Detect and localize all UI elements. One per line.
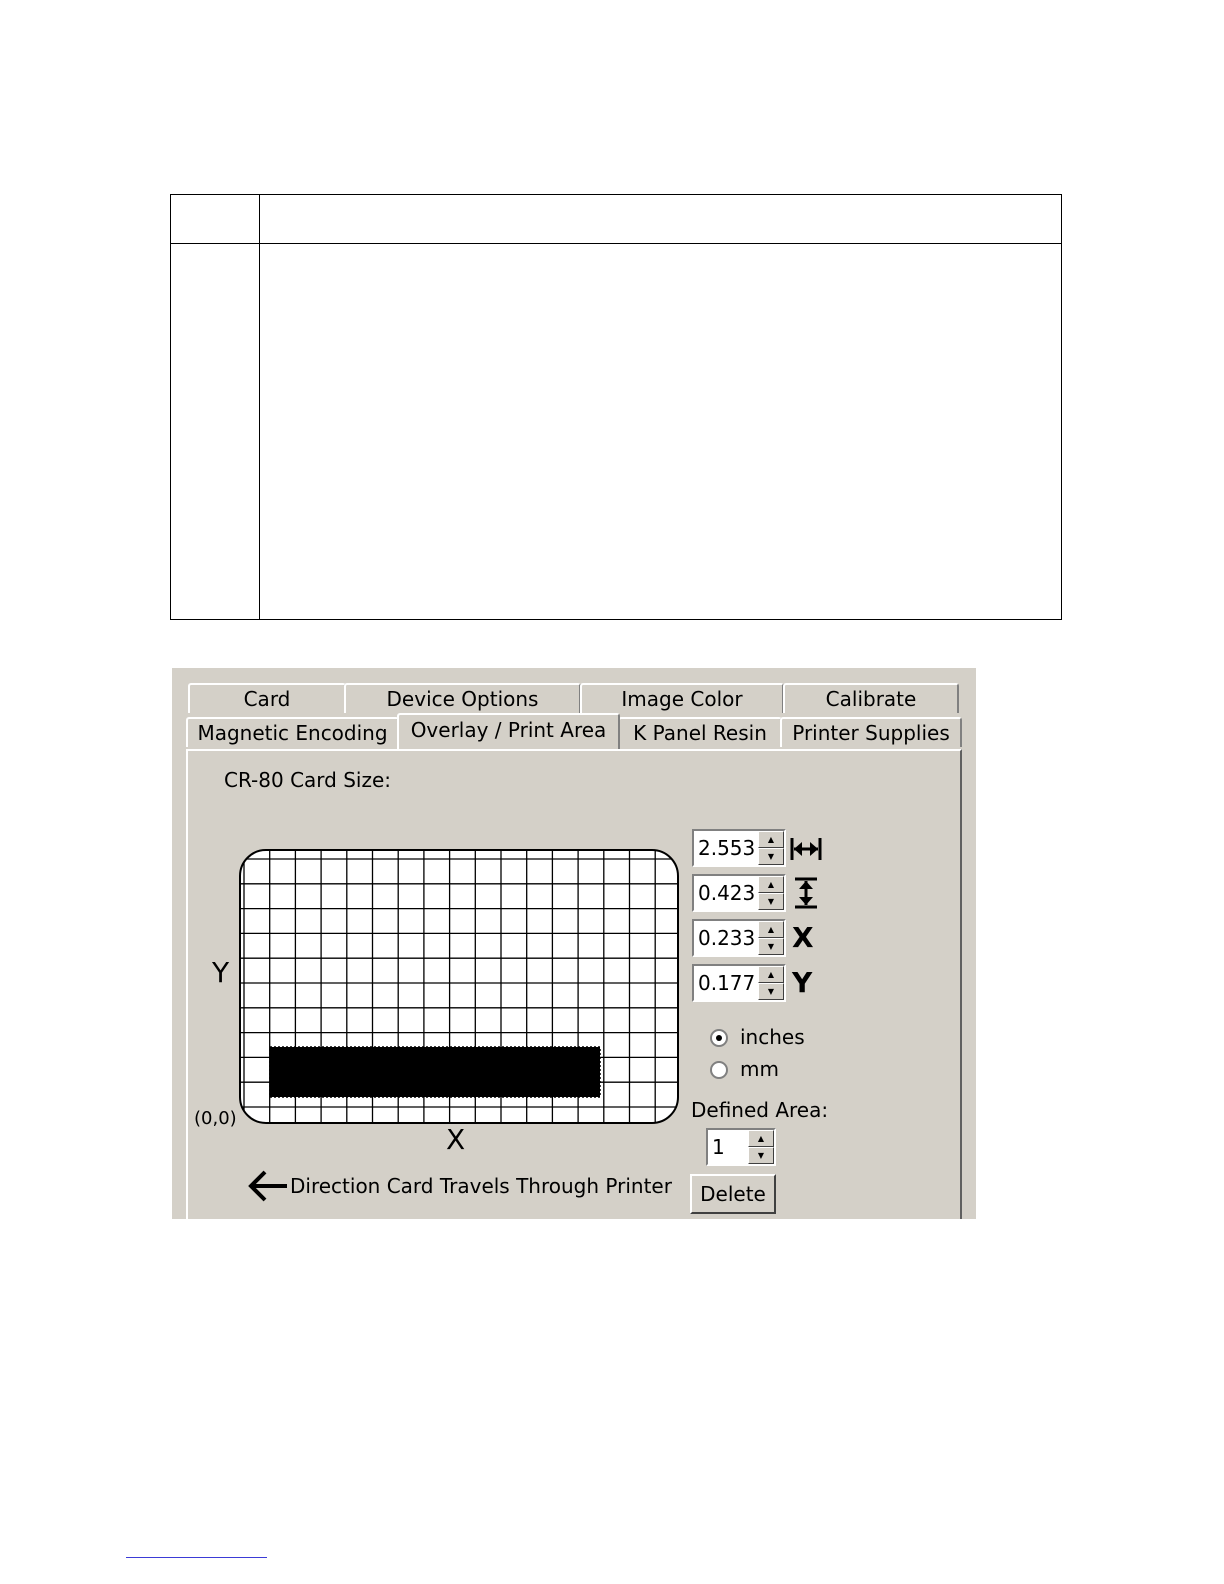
defined-area-input[interactable] (710, 1132, 748, 1162)
mm-radio[interactable] (710, 1061, 728, 1079)
tab-card[interactable]: Card (188, 683, 346, 713)
tab-image-color[interactable]: Image Color (580, 683, 784, 713)
document-table (170, 194, 1062, 620)
overlay-print-area-dialog (172, 668, 976, 1219)
delete-button[interactable]: Delete (690, 1174, 776, 1214)
x-spin-down[interactable]: ▼ (758, 938, 784, 955)
x-field[interactable] (692, 919, 786, 957)
defined-print-area[interactable] (270, 1047, 600, 1097)
tab-magnetic-encoding[interactable]: Magnetic Encoding (186, 717, 399, 747)
width-arrows-icon (789, 836, 823, 866)
x-field-icon: X (792, 921, 814, 954)
defined-area-field[interactable] (706, 1128, 776, 1166)
x-input[interactable] (696, 923, 758, 953)
y-field[interactable] (692, 964, 786, 1002)
x-spin-up[interactable]: ▲ (758, 921, 784, 938)
table-cell-step (171, 244, 260, 620)
table-cell-procedure (260, 244, 1062, 620)
width-input[interactable] (696, 833, 758, 863)
width-spin-down[interactable]: ▼ (758, 848, 784, 865)
mm-label: mm (740, 1057, 779, 1081)
tab-calibrate[interactable]: Calibrate (783, 683, 959, 713)
defined-area-label: Defined Area: (691, 1098, 829, 1122)
tab-k-panel-resin[interactable]: K Panel Resin (618, 717, 782, 747)
height-spin-up[interactable]: ▲ (758, 876, 784, 893)
table-header-cell-step (171, 195, 260, 244)
direction-text: Direction Card Travels Through Printer (290, 1174, 672, 1198)
y-spin-up[interactable]: ▲ (758, 966, 784, 983)
height-field[interactable] (692, 874, 786, 912)
footnote-separator (126, 1557, 267, 1558)
direction-arrow-icon (247, 1169, 289, 1207)
tab-overlay-print-area[interactable]: Overlay / Print Area (397, 713, 620, 749)
height-arrows-icon (793, 876, 819, 914)
origin-label: (0,0) (194, 1108, 237, 1129)
inches-radio[interactable] (710, 1029, 728, 1047)
tab-printer-supplies[interactable]: Printer Supplies (780, 717, 962, 747)
y-input[interactable] (696, 968, 758, 998)
card-grid[interactable] (239, 849, 679, 1124)
card-grid-drawing (239, 849, 679, 1124)
y-spin-down[interactable]: ▼ (758, 983, 784, 1000)
height-spin-down[interactable]: ▼ (758, 893, 784, 910)
defined-area-spin-down[interactable]: ▼ (748, 1147, 774, 1164)
y-field-icon: Y (792, 966, 813, 999)
height-input[interactable] (696, 878, 758, 908)
width-field[interactable] (692, 829, 786, 867)
tab-device-options[interactable]: Device Options (344, 683, 581, 713)
inches-label: inches (740, 1025, 805, 1049)
x-axis-label: X (446, 1123, 466, 1156)
card-size-label: CR-80 Card Size: (224, 768, 392, 792)
width-spin-up[interactable]: ▲ (758, 831, 784, 848)
table-header-cell-procedure (260, 195, 1062, 244)
y-axis-label: Y (212, 956, 230, 989)
defined-area-spin-up[interactable]: ▲ (748, 1130, 774, 1147)
